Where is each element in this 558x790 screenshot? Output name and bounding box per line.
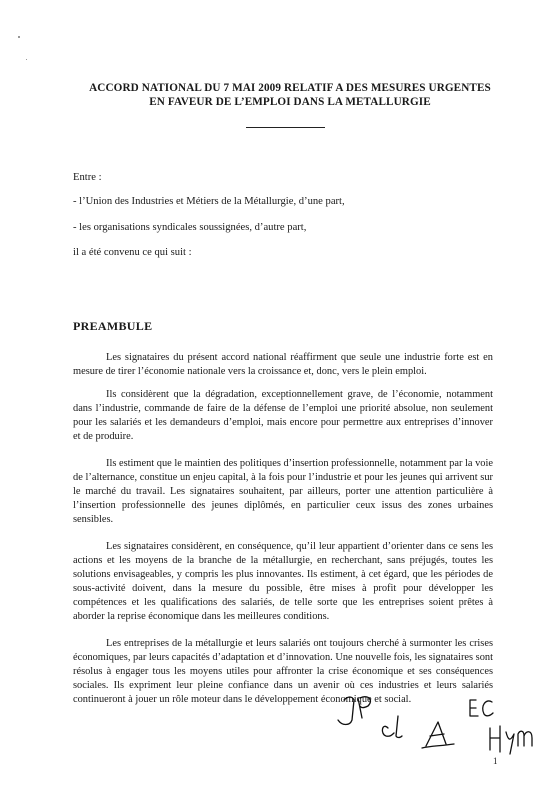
document-title-line-2: EN FAVEUR DE L’EMPLOI DANS LA METALLURGIE [149, 96, 431, 108]
title-divider [246, 127, 325, 128]
initials-a [422, 722, 454, 748]
document-title-line-1: ACCORD NATIONAL DU 7 MAI 2009 RELATIF A DES MESURES URGENTES [89, 82, 491, 94]
paragraph-4: Les signataires considèrent, en conséquence, qu’il leur appartient d’orienter dans ce sens les actions et les moyens de la branche de la métallurgie, en recherchant, sans préjugés, toutes les solutions envisageables, y compris les plus innovantes. Ils estiment, à cet égard, que les périodes de sous-activité doivent, dans la mesure du possible, être mises à profit pour développer les compétences et les qualifications des salariés, de telle sorte que les entreprises soient prêtes à aborder la reprise économique dans les meilleures conditions. [73, 541, 493, 622]
agreement-line: il a été convenu ce qui suit : [73, 247, 192, 258]
initials-hym [490, 726, 532, 754]
paragraph-5: Les entreprises de la métallurgie et leurs salariés ont toujours cherché à surmonter les crises économiques, par leurs capacités d’adaptation et d’innovation. Une nouvelle fois, les signataires sont résolus à engager tous les moyens utiles pour affronter la crise économique et ses conséquences sociales. Ils expriment leur pleine confiance dans un avenir où ces industries et leurs salariés continueront à jouer un rôle moteur dans le développement économique et social. [73, 638, 493, 705]
section-heading: PREAMBULE [73, 319, 153, 333]
party-1: - l’Union des Industries et Métiers de la Métallurgie, d’une part, [73, 196, 345, 207]
paragraph-1: Les signataires du présent accord national réaffirment que seule une industrie forte est en mesure de tirer l’économie nationale vers la croissance et, donc, vers le plein emploi. [73, 352, 493, 377]
initials-cl [382, 716, 402, 738]
paragraph-3: Ils estiment que le maintien des politiques d’insertion professionnelle, notamment par la voie de l’alternance, constitue un enjeu capital, à la fois pour l’industrie et pour les jeunes qui arrivent sur le marché du travail. Les signataires souhaitent, par ailleurs, porter une attention particulière à l’insertion professionnelle des jeunes diplômés, en particulier ceux issus des zones urbaines sensibles. [73, 458, 493, 525]
initials-jp [338, 697, 370, 725]
page-number: 1 [493, 756, 498, 766]
parties-intro: Entre : [73, 172, 102, 183]
party-2: - les organisations syndicales soussignées, d’autre part, [73, 222, 307, 233]
handwritten-signatures [330, 686, 540, 756]
scan-speck [26, 59, 27, 60]
paragraph-2: Ils considèrent que la dégradation, exceptionnellement grave, de l’économie, notamment dans l’industrie, commande de faire de la défense de l’emploi une priorité absolue, non seulement pour les salariés et les demandeurs d’emploi, mais encore pour permettre aux entreprises d’innover et de produire. [73, 389, 493, 442]
scan-speck [18, 36, 20, 38]
initials-ec [470, 700, 493, 716]
